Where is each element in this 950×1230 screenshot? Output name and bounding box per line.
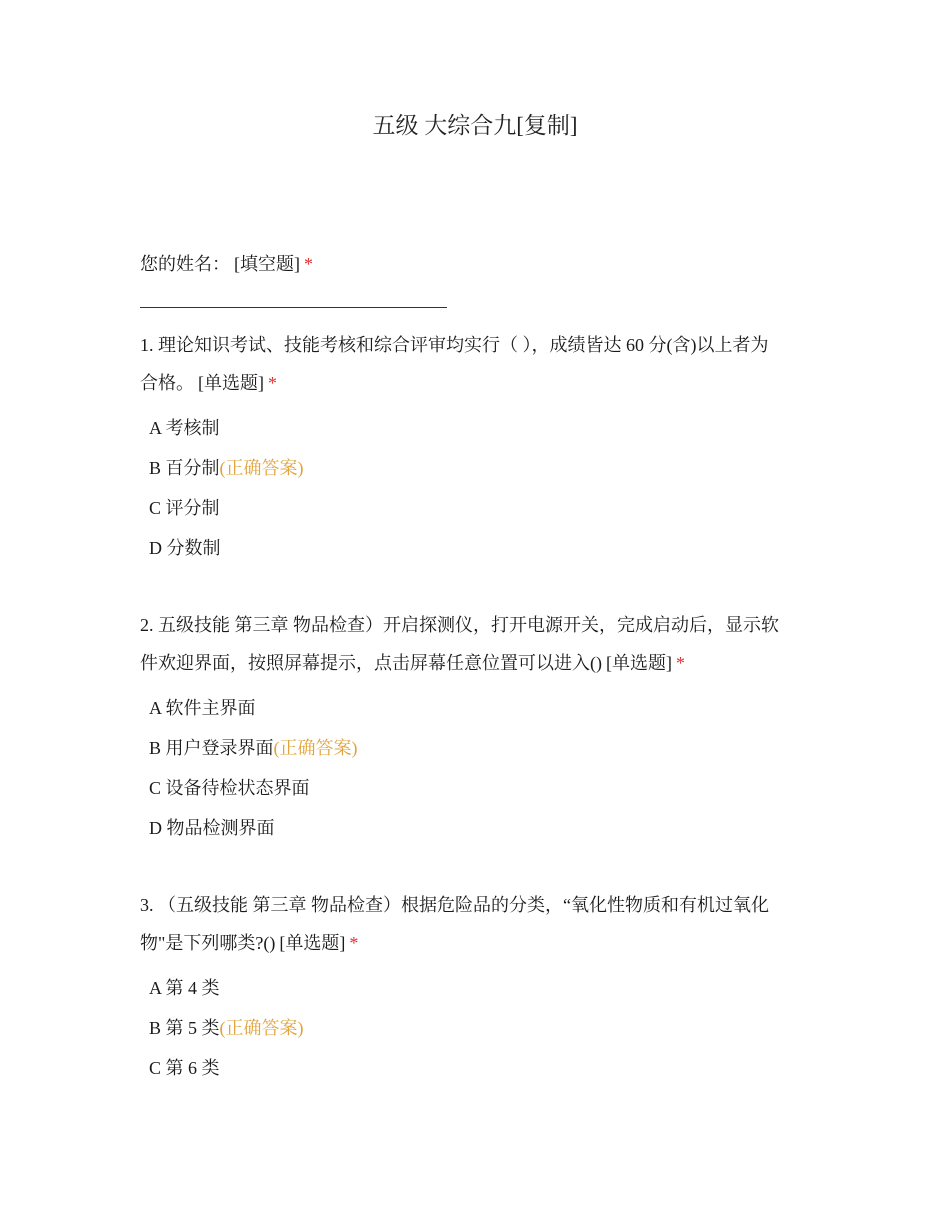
- correct-answer-tag: (正确答案): [219, 458, 304, 478]
- required-mark: *: [676, 653, 685, 673]
- name-answer-line: [140, 307, 447, 308]
- question-2-option-d: D 物品检测界面: [149, 818, 275, 838]
- name-question-label: 您的姓名：: [140, 254, 230, 274]
- question-2: [140, 606, 810, 682]
- name-question-type: [填空题]: [234, 254, 300, 274]
- correct-answer-tag: (正确答案): [219, 1018, 304, 1038]
- question-1-line-2-text: 合格。: [140, 373, 194, 393]
- question-1-option-b: [149, 456, 304, 480]
- question-2-line-2: [140, 644, 810, 682]
- question-2-option-a: A 软件主界面: [149, 698, 256, 718]
- question-1-line-2: [140, 364, 810, 402]
- question-3-option-c: C 第 6 类: [149, 1058, 220, 1078]
- required-mark: *: [268, 373, 277, 393]
- question-3-line-2: [140, 924, 810, 962]
- required-mark: *: [304, 254, 313, 274]
- question-3-line-1: 3. （五级技能 第三章 物品检查）根据危险品的分类，“氧化性物质和有机过氧化: [140, 895, 769, 915]
- question-1-type: [单选题]: [198, 373, 264, 393]
- question-1-option-a: A 考核制: [149, 418, 220, 438]
- question-2-type: [单选题]: [606, 653, 672, 673]
- question-1-option-d: D 分数制: [149, 538, 221, 558]
- required-mark: *: [349, 933, 359, 953]
- question-3-type: [单选题]: [279, 933, 346, 953]
- question-2-line-1: 2. 五级技能 第三章 物品检查）开启探测仪，打开电源开关，完成启动后，显示软: [140, 615, 779, 635]
- question-1: [140, 326, 810, 402]
- question-3: [140, 886, 810, 962]
- page-title: 五级 大综合九[复制]: [372, 113, 578, 138]
- question-1-option-c: C 评分制: [149, 498, 220, 518]
- question-2-option-b: [149, 736, 358, 760]
- question-1-line-1: 1. 理论知识考试、技能考核和综合评审均实行（ ），成绩皆达 60 分(含)以上者为: [140, 335, 769, 355]
- question-2-line-2-text: 件欢迎界面，按照屏幕提示，点击屏幕任意位置可以进入(): [140, 653, 602, 673]
- question-3-line-2-text: 物"是下列哪类?(): [140, 933, 276, 953]
- question-3-option-b: [149, 1016, 304, 1040]
- correct-answer-tag: (正确答案): [273, 738, 358, 758]
- question-3-option-b-text: B 第 5 类: [149, 1018, 220, 1038]
- name-question: [140, 245, 810, 283]
- question-3-option-a: A 第 4 类: [149, 978, 220, 998]
- question-2-option-c: C 设备待检状态界面: [149, 778, 310, 798]
- question-2-option-b-text: B 用户登录界面: [149, 738, 274, 758]
- question-1-option-b-text: B 百分制: [149, 458, 220, 478]
